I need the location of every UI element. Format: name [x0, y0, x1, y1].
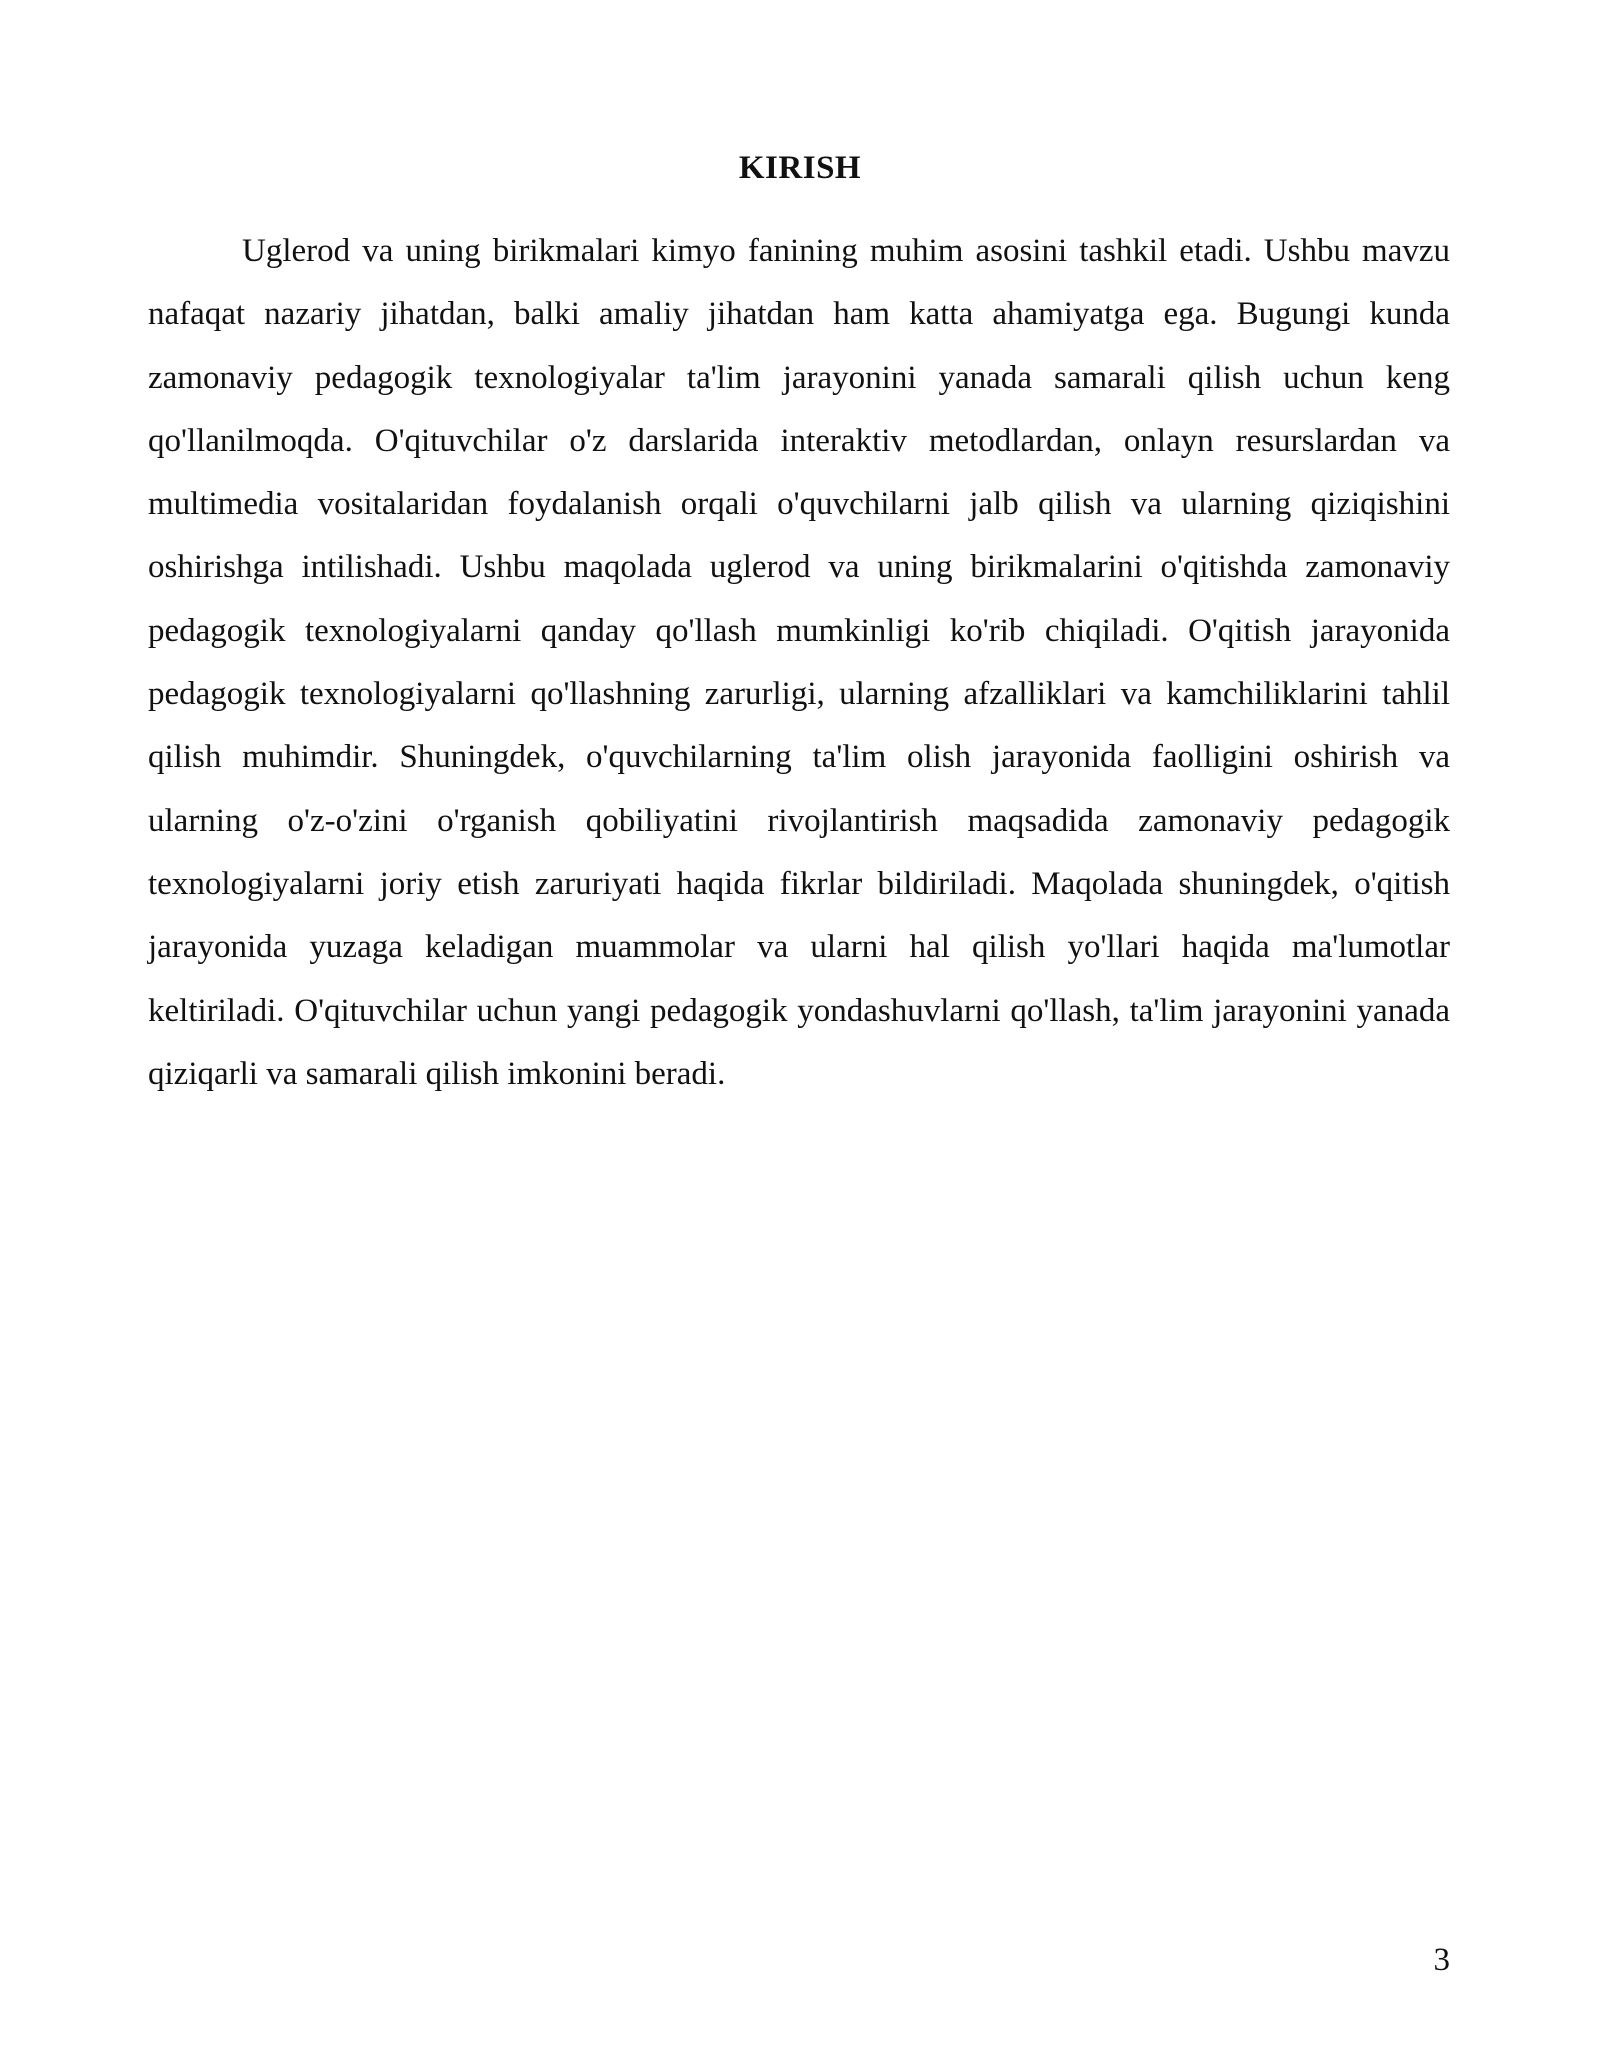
page-number: 3	[1433, 1942, 1450, 1978]
page-heading: KIRISH	[738, 150, 862, 186]
body-paragraph: Uglerod va uning birikmalari kimyo fanining muhim asosini tashkil etadi. Ushbu mavzu nafaqat nazariy jihatdan, balki amaliy jihatdan ham katta ahamiyatga ega. Bugungi kunda zamonaviy pedagogik texnologiyalar ta'lim jarayonini yanada samarali qilish uchun keng qo'llanilmoqda. O'qituvchilar o'z darslarida interaktiv metodlardan, onlayn resurslardan va multimedia vositalaridan foydalanish orqali o'quvchilarni jalb qilish va ularning qiziqishini oshirishga intilishadi. Ushbu maqolada uglerod va uning birikmalarini o'qitishda zamonaviy pedagogik texnologiyalarni qanday qo'llash mumkinligi ko'rib chiqiladi. O'qitish jarayonida pedagogik texnologiyalarni qo'llashning zarurligi, ularning afzalliklari va kamchiliklarini tahlil qilish muhimdir. Shuningdek, o'quvchilarning ta'lim olish jarayonida faolligini oshirish va ularning o'z-o'zini o'rganish qobiliyatini rivojlantirish maqsadida zamonaviy pedagogik texnologiyalarni joriy etish zaruriyati haqida fikrlar bildiriladi. Maqolada shuningdek, o'qitish jarayonida yuzaga keladigan muammolar va ularni hal qilish yo'llari haqida ma'lumotlar keltiriladi. O'qituvchilar uchun yangi pedagogik yondashuvlarni qo'llash, ta'lim jarayonini yanada qiziqarli va samarali qilish imkonini beradi.	[148, 233, 1450, 1092]
